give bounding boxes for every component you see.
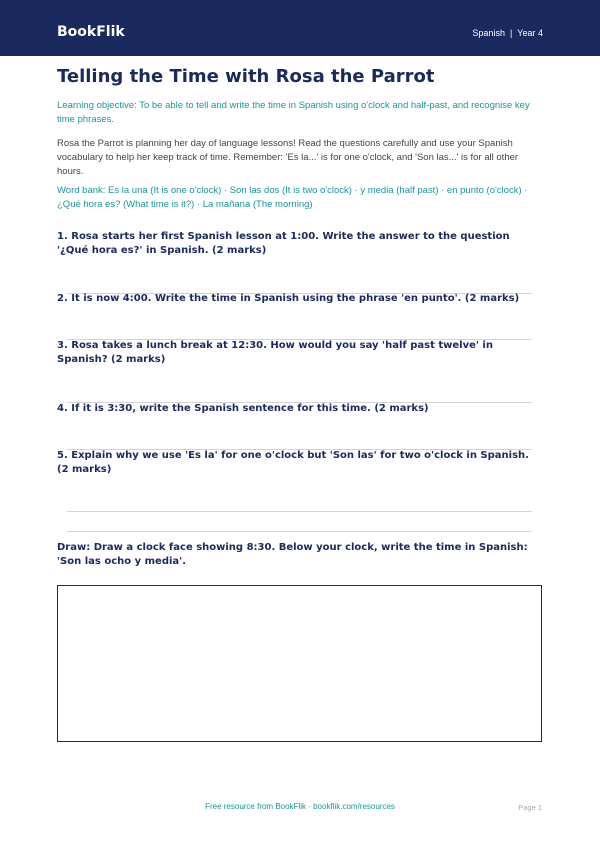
question-4: 4. If it is 3:30, write the Spanish sentence for this time. (2 marks): [57, 403, 429, 414]
brand-logo-text[interactable]: BookFlik: [57, 24, 125, 40]
header-bar: [0, 0, 600, 56]
question-2: 2. It is now 4:00. Write the time in Spanish using the phrase 'en punto'. (2 marks): [57, 293, 520, 304]
subject-label: Spanish: [472, 28, 505, 38]
draw-task-instruction: Draw: Draw a clock face showing 8:30. Below your clock, write the time in Spanish: 'Son las ocho y media'.: [57, 542, 528, 567]
drawing-box[interactable]: [57, 585, 542, 742]
question-1: 1. Rosa starts her first Spanish lesson at 1:00. Write the answer to the question '¿Qué hora es?' in Spanish. (2 marks): [57, 231, 510, 256]
worksheet-title: Telling the Time with Rosa the Parrot: [57, 66, 435, 87]
question-5: 5. Explain why we use 'Es la' for one o'clock but 'Son las' for two o'clock in Spanish. (2 marks): [57, 450, 529, 475]
learning-objective: Learning objective: To be able to tell and write the time in Spanish using o'clock and half-past, and recognise key time phrases.: [57, 100, 530, 125]
footer-text[interactable]: Free resource from BookFlik · bookflik.com/resources: [205, 802, 395, 811]
answer-line[interactable]: [67, 531, 532, 532]
question-3: 3. Rosa takes a lunch break at 12:30. How would you say 'half past twelve' in Spanish? (2 marks): [57, 340, 493, 365]
separator: |: [509, 28, 513, 38]
intro-paragraph: Rosa the Parrot is planning her day of language lessons! Read the questions carefully and use your Spanish vocabulary to help her keep track of time. Remember: 'Es la...' is for one o'clock, and 'Son las...' is for all other hours.: [57, 138, 519, 177]
year-label: Year 4: [517, 28, 543, 38]
subject-year-label: [472, 27, 543, 39]
answer-line[interactable]: [67, 511, 532, 512]
word-bank: Word bank: Es la una (It is one o'clock) · Son las dos (It is two o'clock) · y media (half past) · en punto (o'clock) · ¿Qué hora es? (What time is it?) · La mañana (The morning): [57, 185, 528, 210]
page-number: Page 1: [518, 803, 542, 812]
